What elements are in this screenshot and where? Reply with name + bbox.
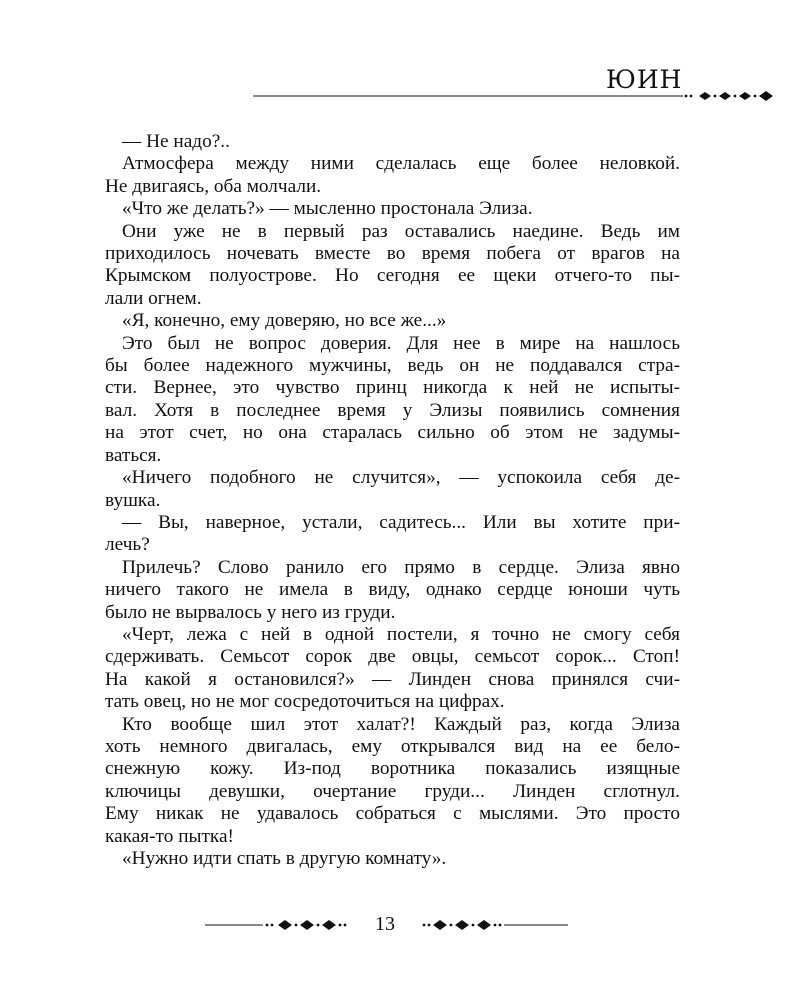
text-line: лечь? [105,534,150,556]
text-line: тать овец, но не мог сосредоточиться на цифрах. [105,691,505,713]
text-line: Прилечь? Слово ранило его прямо в сердце. Элиза явно [122,556,680,578]
text-line: «Я, конечно, ему доверяю, но все же...» [122,310,447,332]
paragraph [88,198,680,220]
text-line: на этот счет, но она старалась сильно об этом не задумы- [105,422,680,444]
paragraph [88,153,680,198]
paragraph [88,333,680,467]
text-line: — Не надо?.. [122,131,230,152]
text-line: снежную кожу. Из-под воротника показались изящные [105,758,680,780]
text-line: ваться. [105,444,162,466]
text-line: какая-то пытка! [105,825,234,847]
text-line: Они уже не в первый раз оставались наедине. Ведь им [122,220,680,242]
paragraph [88,848,680,870]
text-line: сдерживать. Семьсот сорок две овцы, семьсот сорок... Стоп! [105,646,680,668]
footer-ornament-left [205,915,355,935]
header-rule-ornament [253,89,775,103]
text-line: «Нужно идти спать в другую комнату». [122,848,447,869]
body-text [88,131,680,870]
text-line: Кто вообще шил этот халат?! Каждый раз, когда Элиза [122,713,680,735]
text-line: На какой я остановился?» — Линден снова принялся счи- [105,668,680,690]
paragraph [88,221,680,311]
footer-ornament-right [418,915,568,935]
text-line: было не вырвалось у него из груди. [105,601,396,623]
text-line: вал. Хотя в последнее время у Элизы появились сомнения [105,399,680,421]
text-line: ключицы девушки, очертание груди... Линден сглотнул. [105,780,680,802]
text-line: — Вы, наверное, устали, садитесь... Или вы хотите при- [122,511,680,533]
paragraph [88,512,680,557]
text-line: Не двигаясь, оба молчали. [105,175,322,197]
text-line: «Черт, лежа с ней в одной постели, я точно не смогу себя [122,623,680,645]
text-line: Ему никак не удавалось собраться с мыслями. Это просто [105,803,680,825]
paragraph [88,131,680,153]
text-line: хоть немного двигалась, ему открывался вид на ее бело- [105,735,680,757]
paragraph [88,624,680,714]
text-line: приходилось ночевать вместе во время побега от врагов на [105,243,680,265]
text-line: бы более надежного мужчины, ведь он не поддавался стра- [105,355,680,377]
paragraph [88,557,680,624]
running-header-title: ЮИН [606,65,683,94]
text-line: лали огнем. [105,287,202,309]
text-line: Крымском полуострове. Но сегодня ее щеки отчего-то пы- [105,265,680,287]
paragraph [88,714,680,848]
paragraph [88,310,680,332]
paragraph [88,467,680,512]
page-number: 13 [375,913,395,935]
text-line: Атмосфера между ними сделалась еще более неловкой. [122,153,680,175]
text-line: «Ничего подобного не случится», — успокоила себя де- [122,467,680,489]
text-line: Это был не вопрос доверия. Для нее в мире на нашлось [122,332,680,354]
text-line: сти. Вернее, это чувство принц никогда к ней не испыты- [105,377,680,399]
text-line: ничего такого не имела в виду, однако сердце юноши чуть [105,579,680,601]
text-line: «Что же делать?» — мысленно простонала Элиза. [122,198,533,220]
text-line: вушка. [105,489,161,511]
